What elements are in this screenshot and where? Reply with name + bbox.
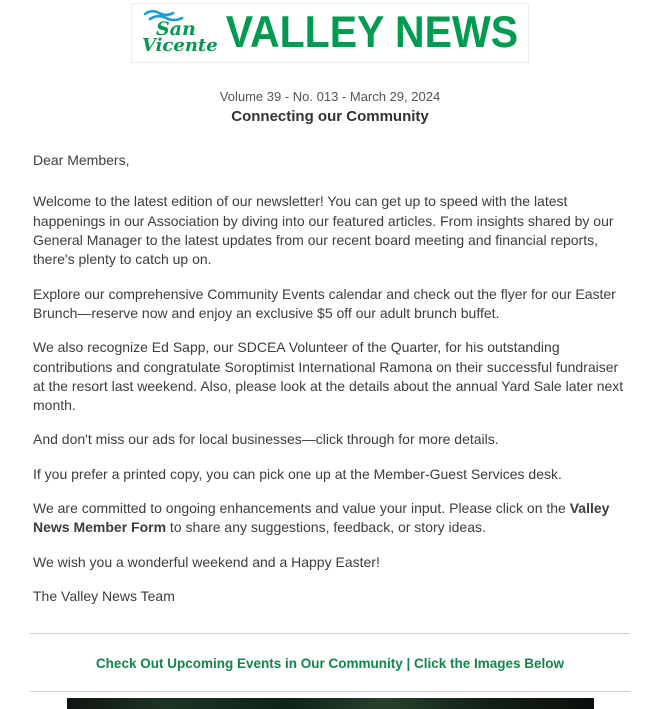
valley-news-logo (131, 3, 529, 63)
issue-header (0, 89, 660, 125)
masthead (0, 0, 660, 63)
logo-title: VALLEY NEWS (225, 6, 519, 57)
member-form-text-before: We are committed to ongoing enhancements and value your input. Please click on the (33, 500, 570, 517)
newsletter-paragraph-welcome: Welcome to the latest edition of our newsletter! You can get up to speed with the latest happenings in our Association by diving into our featured articles. From insights shared by our General Manager to the latest updates from our recent board meeting and financial reports, there's plenty to catch up on. (33, 193, 614, 268)
newsletter-paragraph-events: Explore our comprehensive Community Events calendar and check out the flyer for our Easter Brunch—reserve now and enjoy an exclusive $5 off our adult brunch buffet. (33, 285, 616, 321)
logo-script-block (141, 9, 218, 57)
member-form-link[interactable]: Valley News Member Form (33, 500, 610, 536)
member-form-text-after: to share any suggestions, feedback, or story ideas. (166, 519, 486, 536)
newsletter-paragraph-recognition: We also recognize Ed Sapp, our SDCEA Volunteer of the Quarter, for his outstanding contributions and congratulate Soroptimist International Ramona on their successful fundraiser at the resort last weekend. Also, please look at the details about the annual Yard Sale later next month. (33, 339, 624, 414)
logo-script-san: San (155, 18, 196, 41)
newsletter-paragraph-ads: And don't miss our ads for local businesses—click through for more details. (33, 431, 499, 448)
cta-text: Check Out Upcoming Events in Our Community | Click the Images Below (95, 656, 565, 672)
logo-script-vicente: Vicente (141, 35, 218, 57)
tagline: Connecting our Community (231, 108, 429, 125)
event-flyer-image[interactable] (67, 698, 594, 709)
newsletter-paragraph-printed-copy: If you prefer a printed copy, you can pick one up at the Member-Guest Services desk. (33, 465, 562, 482)
member-form-paragraph (33, 499, 630, 538)
divider-bottom (30, 691, 630, 692)
signature: The Valley News Team (33, 588, 175, 604)
volume-line: Volume 39 - No. 013 - March 29, 2024 (219, 89, 441, 104)
newsletter-paragraph-wish: We wish you a wonderful weekend and a Happy Easter! (33, 553, 380, 570)
letter-body (0, 151, 660, 606)
divider-top (30, 633, 630, 634)
salutation: Dear Members, (33, 152, 130, 168)
